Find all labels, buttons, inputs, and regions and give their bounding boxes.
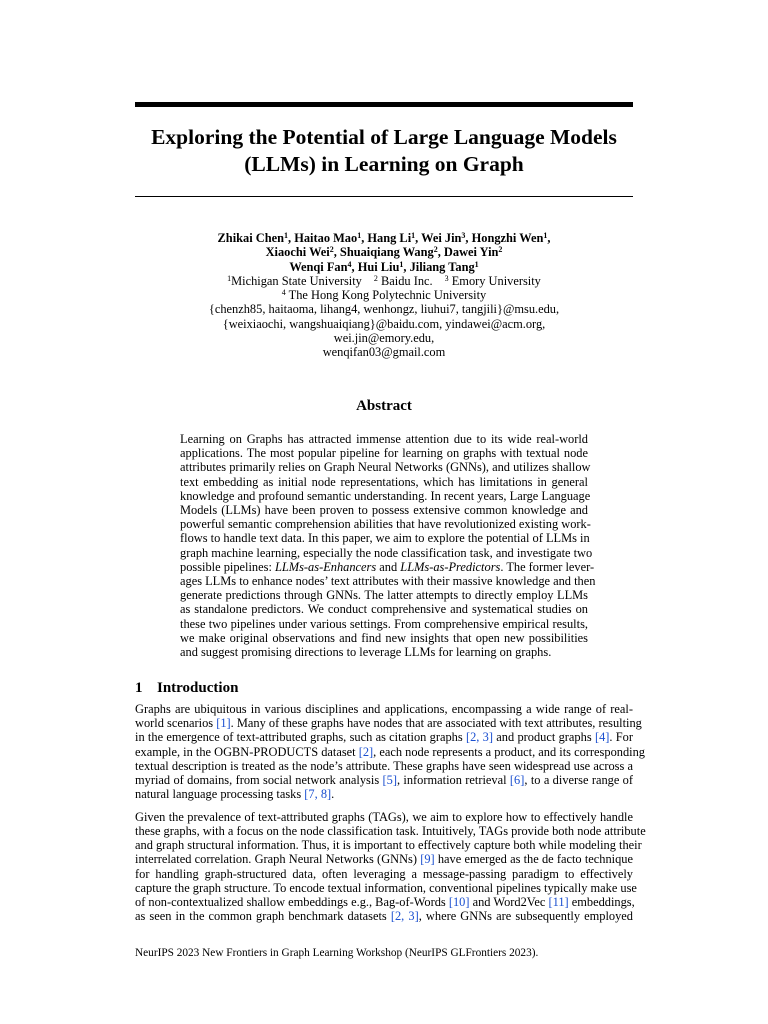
text-line: and graph structural information. Thus, it is important to effectively capture both while modeling their <box>135 838 642 853</box>
text-line <box>135 909 633 923</box>
email-line: {chenzh85, haitaoma, lihang4, wenhongz, liuhui7, tangjili}@msu.edu, <box>208 302 560 317</box>
abstract-line: Models (LLMs) have been proven to possess extensive common knowledge and <box>180 503 588 518</box>
text-line <box>135 787 633 801</box>
text-line <box>135 716 642 731</box>
title-line: Exploring the Potential of Large Language Models <box>151 125 617 149</box>
text: , to a diverse range of <box>524 773 634 788</box>
citation-link[interactable]: 8] <box>317 787 332 802</box>
author-name: Wenqi Fan <box>289 259 348 274</box>
abstract-line: flows to handle text data. In this paper, we aim to explore the potential of LLMs in <box>180 531 590 546</box>
text: , where GNNs are subsequently employed <box>418 909 633 924</box>
abstract-body <box>180 432 596 660</box>
citation-link[interactable]: [4] <box>594 730 610 745</box>
author-sep: , <box>437 245 444 260</box>
author-affil-sup: 1 <box>543 231 548 240</box>
author-sep: , <box>361 231 368 245</box>
citation-link[interactable]: 3] <box>404 909 419 924</box>
author-sep: , <box>547 231 551 245</box>
author-name: Hongzhi Wen <box>471 231 544 245</box>
citation-link[interactable]: [5] <box>382 773 397 788</box>
author-affil-sup: 1 <box>474 259 479 269</box>
text-line <box>135 744 645 759</box>
author-affil-sup: 1 <box>284 231 289 240</box>
section-number: 1 <box>135 680 143 696</box>
abstract-text: and <box>376 559 401 574</box>
author-name: Dawei Yin <box>443 245 499 260</box>
text-line: for handling graph-structured data, often leveraging a message-passing paradigm to effectively <box>135 866 633 881</box>
affiliation: Baidu Inc. <box>381 273 433 288</box>
text: myriad of domains, from social network analysis <box>135 773 383 788</box>
text: , information retrieval <box>396 773 510 788</box>
citation-link[interactable]: [2, <box>465 730 480 745</box>
author-name: Xiaochi Wei <box>265 245 330 260</box>
email-line: {weixiaochi, wangshuaiqiang}@baidu.com, yindawei@acm.org, <box>222 316 546 331</box>
author-name: Hang Li <box>367 231 412 245</box>
abstract-line: text embedding as initial node representations, which has limitations in general <box>180 474 588 489</box>
footer-note: NeurIPS 2023 New Frontiers in Graph Learning Workshop (NeurIPS GLFrontiers 2023). <box>135 947 539 959</box>
author-block <box>135 231 633 360</box>
abstract-line: Learning on Graphs has attracted immense attention due to its wide real-world <box>180 432 588 446</box>
text-line <box>135 852 633 866</box>
author-name: Jiliang Tang <box>409 259 475 274</box>
abstract-line <box>180 559 595 574</box>
citation-link[interactable]: [11] <box>548 895 569 910</box>
text: world scenarios <box>135 716 217 731</box>
text: of non-contextualized shallow embeddings e.g., Bag-of-Words <box>135 895 449 910</box>
author-sep: , <box>333 245 340 260</box>
text: . Many of these graphs have nodes that are associated with text attributes, resulting <box>230 716 642 731</box>
text-line: textual description is treated as the node’s attribute. These graphs have seen widespread use across a <box>135 758 633 773</box>
citation-link[interactable]: 3] <box>479 730 493 745</box>
text: natural language processing tasks <box>135 787 305 802</box>
text: and product graphs <box>493 730 595 745</box>
citation-link[interactable]: [10] <box>448 895 470 910</box>
citation-link[interactable]: [2] <box>358 744 374 759</box>
abstract-line: these two pipelines under various settings. From comprehensive empirical results, <box>180 616 588 631</box>
author-sep: , <box>415 231 422 245</box>
abstract-line: applications. The most popular pipeline for learning on graphs with textual node <box>180 446 588 461</box>
abstract-line: graph machine learning, especially the node classification task, and investigate two <box>180 545 593 560</box>
author-affil-sup: 2 <box>498 245 503 255</box>
abstract-line: as standalone predictors. We conduct comprehensive and systematical studies on <box>180 602 588 617</box>
title-line: (LLMs) in Learning on Graph <box>244 152 524 176</box>
paper-title <box>135 124 633 178</box>
abstract-emphasis: LLMs-as-Enhancers <box>275 559 377 574</box>
affil-sup: 3 <box>444 273 449 283</box>
citation-link[interactable]: [6] <box>509 773 525 788</box>
affiliation: Emory University <box>451 273 541 288</box>
affiliation-line <box>135 274 633 288</box>
affiliation-line <box>135 288 633 302</box>
author-name: Zhikai Chen <box>217 231 285 245</box>
text: in the emergence of text-attributed graphs, such as citation graphs <box>135 730 466 745</box>
text-line: these graphs, with a focus on the node classification task. Intuitively, TAGs provide both node attribute <box>135 824 646 839</box>
text-line <box>135 730 633 744</box>
abstract-line: and suggest promising directions to leverage LLMs for learning on graphs. <box>180 645 552 660</box>
author-name: Shuaiqiang Wang <box>339 245 434 260</box>
text: . <box>331 787 335 802</box>
dataset-name: OGBN-PRODUCTS <box>214 744 319 759</box>
text-line: Graphs are ubiquitous in various disciplines and applications, encompassing a wide range of real- <box>135 702 633 716</box>
text: interrelated correlation. Graph Neural Networks (GNNs) <box>135 852 421 867</box>
author-name: Hui Liu <box>357 259 400 274</box>
text-line <box>135 895 633 909</box>
abstract-line: attributes primarily relies on Graph Neural Networks (GNNs), and utilizes shallow <box>180 460 591 475</box>
paragraph <box>135 702 645 802</box>
citation-link[interactable]: [1] <box>216 716 231 731</box>
affil-sup: 1 <box>227 273 232 283</box>
text-line <box>135 773 633 787</box>
abstract-line: powerful semantic comprehension abilities that have revolutionized existing work- <box>180 517 591 532</box>
author-affil-sup: 3 <box>461 231 466 240</box>
text: have emerged as the de facto technique <box>434 852 633 867</box>
affiliation: The Hong Kong Polytechnic University <box>288 288 487 303</box>
abstract-heading: Abstract <box>356 398 412 414</box>
affil-sup: 2 <box>373 273 378 283</box>
author-sep: , <box>465 231 472 245</box>
section-heading <box>135 679 633 697</box>
title-bottom-rule <box>135 196 633 197</box>
abstract-text: . The former lever- <box>500 559 595 574</box>
text-line: capture the graph structure. To encode textual information, conventional pipelines typically make use <box>135 880 637 895</box>
author-name: Wei Jin <box>421 231 462 245</box>
citation-link[interactable]: [7, <box>304 787 318 802</box>
title-top-rule <box>135 102 633 107</box>
author-name: Haitao Mao <box>294 231 358 245</box>
author-line <box>135 260 633 274</box>
paragraph <box>135 809 646 924</box>
author-sep: , <box>403 259 410 274</box>
affiliation: Michigan State University <box>231 273 362 288</box>
author-affil-sup: 1 <box>357 231 362 240</box>
author-affil-sup: 1 <box>411 231 416 240</box>
author-affil-sup: 2 <box>433 245 438 255</box>
text: and Word2Vec <box>469 895 549 910</box>
text: example, in the <box>135 744 215 759</box>
abstract-line: ages LLMs to enhance nodes’ text attributes with their massive knowledge and then <box>180 574 596 589</box>
text: embeddings, <box>568 895 635 910</box>
author-sep: , <box>351 259 358 274</box>
author-line <box>135 231 633 245</box>
abstract-line: we make original observations and find new insights that open new possibilities <box>180 630 588 645</box>
author-affil-sup: 1 <box>399 259 404 269</box>
section-title: Introduction <box>157 680 239 696</box>
abstract-text: possible pipelines: <box>180 559 275 574</box>
abstract-emphasis: LLMs-as-Predictors <box>400 559 501 574</box>
author-affil-sup: 4 <box>347 259 352 269</box>
text: dataset <box>318 744 359 759</box>
abstract-line: knowledge and profound semantic understanding. In recent years, Large Language <box>180 488 591 503</box>
text-line: Given the prevalence of text-attributed graphs (TAGs), we aim to explore how to effectively handle <box>135 809 633 824</box>
citation-link[interactable]: [9] <box>420 852 435 867</box>
author-line <box>135 245 633 259</box>
text: . For <box>609 730 633 745</box>
email-line: wei.jin@emory.edu, <box>333 331 435 346</box>
introduction-body <box>135 702 646 932</box>
email-line: wenqifan03@gmail.com <box>322 345 446 360</box>
author-sep: , <box>288 231 295 245</box>
author-affil-sup: 2 <box>329 245 334 255</box>
citation-link[interactable]: [2, <box>390 909 405 924</box>
abstract-line: generate predictions through GNNs. The latter attempts to directly employ LLMs <box>180 588 588 603</box>
text: , each node represents a product, and its corresponding <box>373 744 645 759</box>
text: as seen in the common graph benchmark datasets <box>135 909 391 924</box>
affil-sup: 4 <box>281 288 286 298</box>
